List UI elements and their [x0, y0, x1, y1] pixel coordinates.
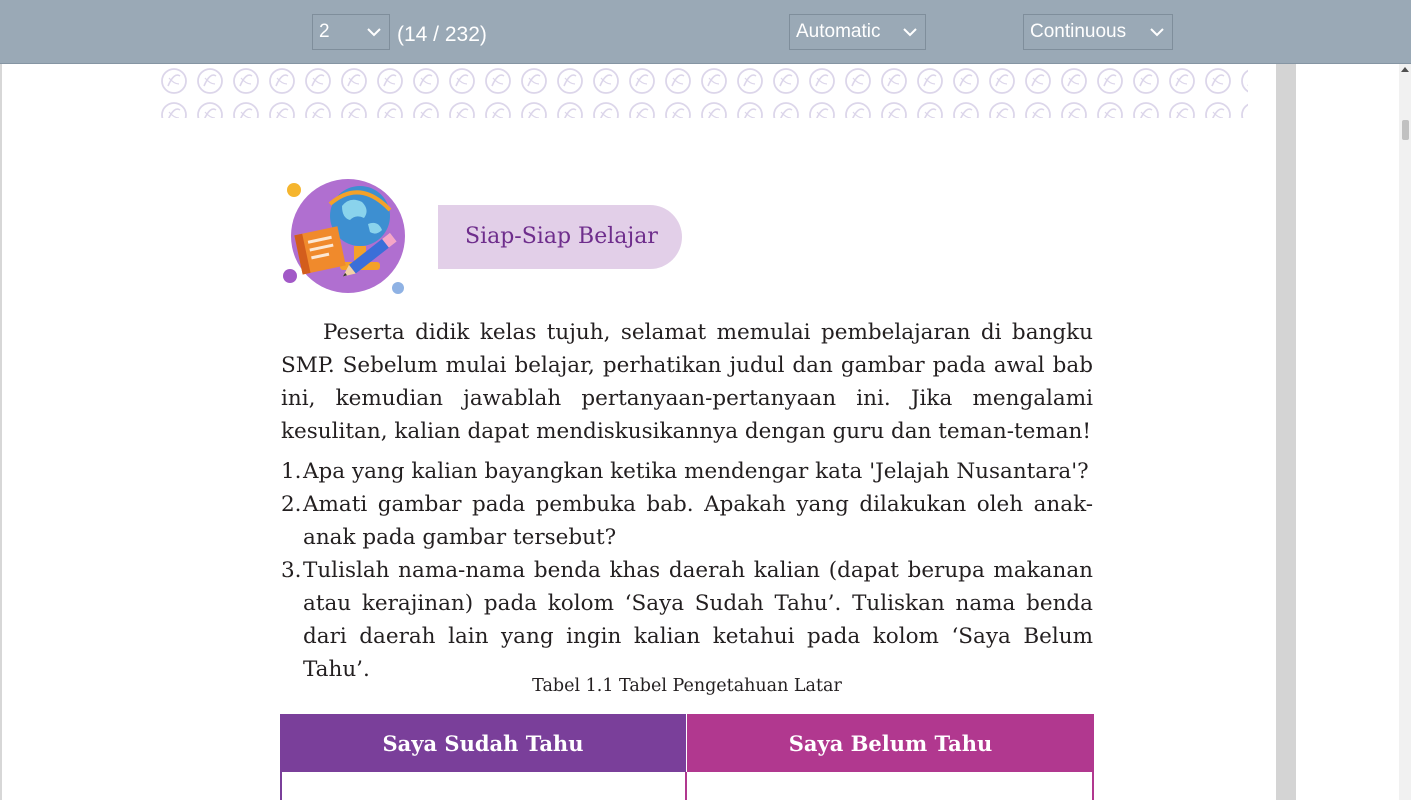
section-heading: Siap-Siap Belajar [438, 205, 682, 269]
scroll-up-arrow-icon[interactable] [1399, 66, 1411, 78]
chevron-down-icon [1150, 15, 1164, 49]
list-item-text: Apa yang kalian bayangkan ketika mendengar kata 'Jelajah Nusantara'? [303, 459, 1089, 484]
list-item-text: Tulislah nama-nama benda khas daerah kalian (dapat berupa makanan atau kerajinan) pada kolom ‘Saya Sudah Tahu’. Tuliskan nama benda dari daerah lain yang ingin kalian ketahui pada kolom ‘Saya Belum Tahu’. [303, 558, 1093, 682]
list-item-number: 1. [281, 459, 302, 484]
scrollbar-thumb[interactable] [1402, 120, 1409, 140]
pdf-toolbar [0, 0, 1411, 64]
zoom-select[interactable] [789, 14, 926, 50]
knowledge-table [280, 714, 1094, 800]
vertical-scrollbar[interactable] [1399, 64, 1411, 800]
viewer-left-border [0, 64, 2, 800]
table-cell-unknown [687, 772, 1094, 800]
list-item-number: 2. [281, 492, 302, 517]
chevron-down-icon [367, 15, 381, 49]
table-header-known: Saya Sudah Tahu [280, 714, 686, 772]
page-count-label: (14 / 232) [397, 23, 487, 46]
globe-book-pencil-illustration [280, 174, 415, 299]
scroll-mode-select[interactable] [1023, 14, 1173, 50]
list-item [281, 554, 1093, 686]
intro-paragraph-text: Peserta didik kelas tujuh, selamat memulai pembelajaran di bangku SMP. Sebelum mulai belajar, perhatikan judul dan gambar pada awal bab ini, kemudian jawablah pertanyaan-pertanyaan ini. Jika mengalami kesulitan, kalian dapat mendiskusikannya dengan guru dan teman-teman! [281, 320, 1093, 444]
chevron-down-icon [903, 15, 917, 49]
table-header-unknown: Saya Belum Tahu [687, 714, 1094, 772]
pdf-page [110, 64, 1276, 800]
list-item [281, 488, 1093, 554]
page-shadow [1276, 64, 1296, 800]
list-item-text: Amati gambar pada pembuka bab. Apakah yang dilakukan oleh anak-anak pada gambar tersebut? [303, 492, 1093, 550]
page-number-select[interactable] [312, 14, 390, 50]
decorative-pattern [156, 64, 1248, 118]
table-cell-known [280, 772, 687, 800]
document-viewer[interactable] [0, 64, 1411, 800]
intro-paragraph [281, 316, 1093, 448]
question-list [281, 455, 1093, 686]
list-item-number: 3. [281, 558, 302, 583]
page-number-value: 2 [319, 21, 330, 42]
table-caption: Tabel 1.1 Tabel Pengetahuan Latar [532, 676, 842, 696]
zoom-value: Automatic [796, 21, 881, 42]
list-item [281, 455, 1093, 488]
scroll-mode-value: Continuous [1030, 21, 1127, 42]
